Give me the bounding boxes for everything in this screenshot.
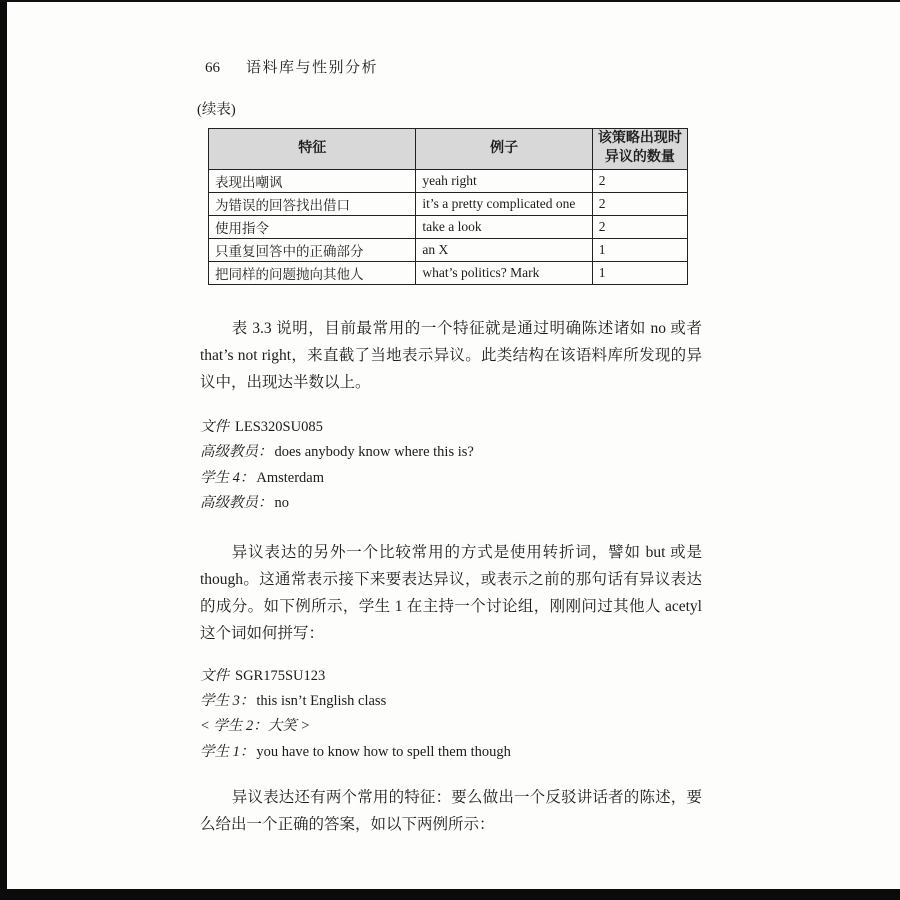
dialogue-line	[200, 491, 702, 516]
utterance: you have to know how to spell them though	[256, 743, 511, 760]
file-prefix: 文件	[200, 419, 229, 435]
table-row	[209, 170, 688, 193]
utterance: Amsterdam	[256, 469, 325, 486]
cell-feature: 表现出嘲讽	[209, 170, 416, 193]
speaker-label: 高级教员：	[200, 444, 273, 461]
table-row	[209, 193, 688, 216]
features-table	[208, 128, 688, 285]
file-id: SGR175SU123	[235, 667, 326, 684]
cell-feature: 为错误的回答找出借口	[209, 193, 416, 216]
col-header-feature: 特征	[209, 129, 416, 170]
speaker-label: 学生 4：	[200, 469, 255, 486]
dialogue-line	[200, 440, 702, 465]
scan-edge-left	[0, 0, 7, 900]
cell-count: 1	[592, 239, 687, 262]
book-title: 语料库与性别分析	[246, 60, 379, 76]
dialogue-line	[200, 740, 702, 765]
continued-table-label: (续表)	[197, 102, 236, 118]
dialogue-line	[200, 714, 702, 739]
paragraph-3: 异议表达还有两个常用的特征：要么做出一个反驳讲话者的陈述，要么给出一个正确的答案，如以下两例所示：	[200, 789, 702, 834]
col-header-count-line2: 异议的数量	[604, 150, 675, 165]
speaker-label: 学生 3：	[200, 693, 255, 710]
page-number: 66	[205, 60, 220, 76]
table-row	[209, 262, 688, 285]
cell-example: an X	[416, 239, 592, 262]
table-header-row	[209, 129, 688, 170]
cell-example: take a look	[416, 216, 592, 239]
file-label	[200, 415, 702, 440]
col-header-example: 例子	[416, 129, 592, 170]
file-id: LES320SU085	[235, 419, 323, 435]
speaker-label: 学生 1：	[200, 743, 255, 760]
paragraph-1: 表 3.3 说明，目前最常用的一个特征就是通过明确陈述诸如 no 或者 that’s not right，来直截了当地表示异议。此类结构在该语料库所发现的异议中，出现达半数以上。	[200, 320, 702, 391]
cell-count: 2	[592, 216, 687, 239]
utterance: does anybody know where this is?	[274, 444, 474, 461]
cell-feature: 使用指令	[209, 216, 416, 239]
utterance: no	[274, 495, 289, 512]
cell-count: 2	[592, 170, 687, 193]
file-label	[200, 664, 702, 689]
dialogue-line	[200, 466, 702, 491]
speaker-label: < 学生 2：大笑 >	[200, 718, 311, 735]
cell-count: 1	[592, 262, 687, 285]
transcript-excerpt-1	[200, 415, 702, 517]
file-prefix: 文件	[200, 667, 229, 684]
cell-example: it’s a pretty complicated one	[416, 193, 592, 216]
dialogue-line	[200, 689, 702, 714]
transcript-excerpt-2	[200, 664, 702, 766]
scan-edge-bottom	[0, 889, 900, 900]
cell-example: yeah right	[416, 170, 592, 193]
paragraph-2: 异议表达的另外一个比较常用的方式是使用转折词，譬如 but 或是 though。这通常表示接下来要表达异议，或表示之前的那句话有异议表达的成分。如下例所示，学生 1 在主持一个讨论组，刚刚问过其他人 acetyl 这个词如何拼写：	[200, 543, 702, 642]
table-row	[209, 216, 688, 239]
cell-example: what’s politics? Mark	[416, 262, 592, 285]
cell-feature: 把同样的问题抛向其他人	[209, 262, 416, 285]
page-content	[197, 0, 702, 838]
utterance: this isn’t English class	[256, 693, 387, 710]
running-header	[200, 56, 702, 77]
cell-count: 2	[592, 193, 687, 216]
cell-feature: 只重复回答中的正确部分	[209, 239, 416, 262]
table-row	[209, 239, 688, 262]
speaker-label: 高级教员：	[200, 495, 273, 512]
col-header-count	[592, 129, 687, 170]
col-header-count-line1: 该策略出现时	[597, 131, 682, 147]
